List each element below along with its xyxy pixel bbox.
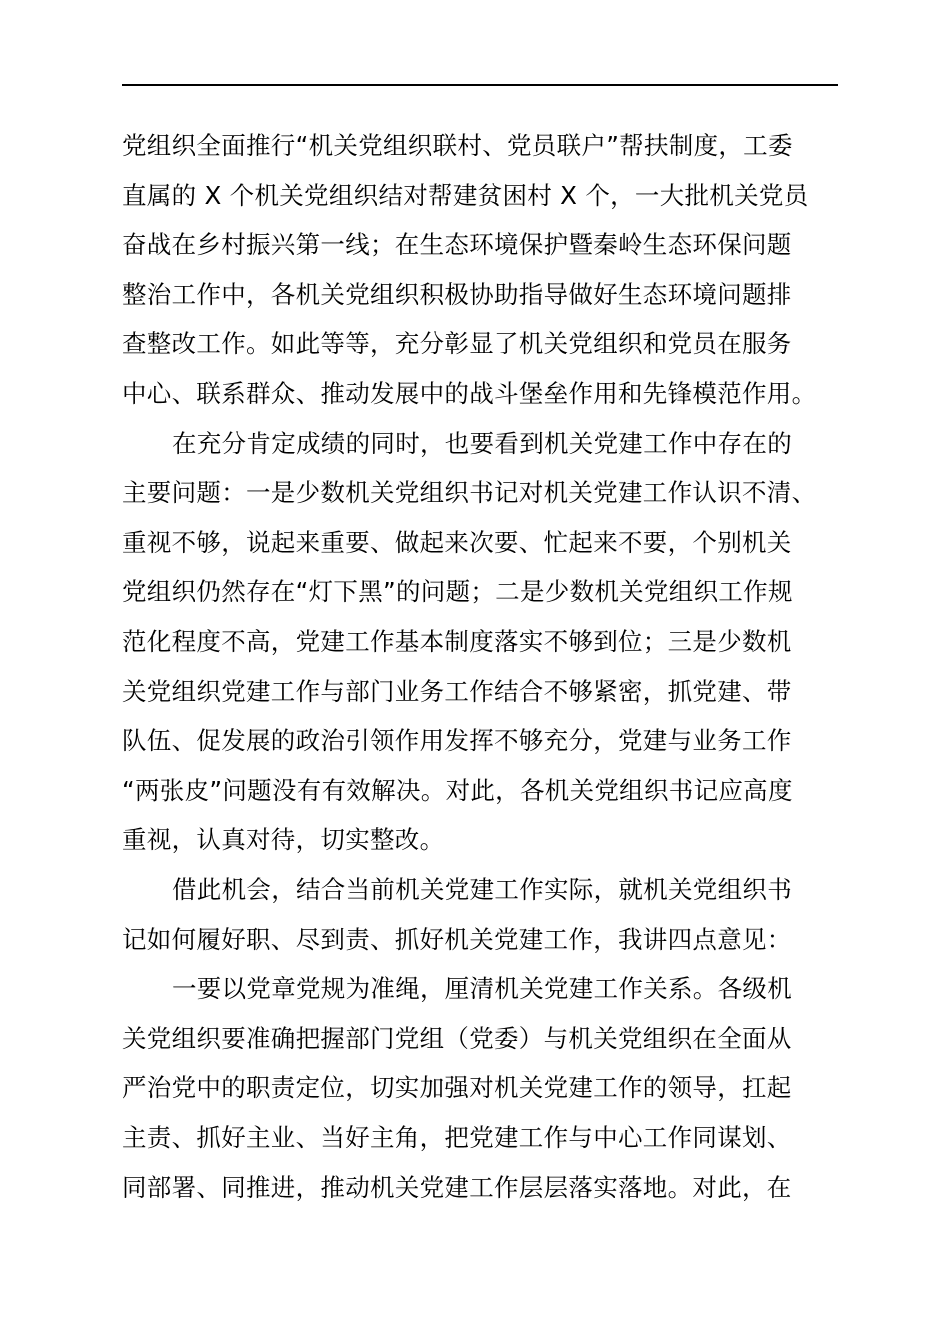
text-line: 一要以党章党规为准绳，厘清机关党建工作关系。各级机 bbox=[172, 974, 792, 1004]
text-line: 在充分肯定成绩的同时，也要看到机关党建工作中存在的 bbox=[172, 428, 792, 458]
text-line: 查整改工作。如此等等，充分彰显了机关党组织和党员在服务 bbox=[122, 329, 792, 359]
text-line: 主要问题：一是少数机关党组织书记对机关党建工作认识不清、 bbox=[122, 478, 817, 508]
text-line: 党组织仍然存在“灯下黑”的问题；二是少数机关党组织工作规 bbox=[122, 577, 793, 607]
text-line: 借此机会，结合当前机关党建工作实际，就机关党组织书 bbox=[172, 875, 792, 904]
text-line: 党组织全面推行“机关党组织联村、党员联户”帮扶制度，工委 bbox=[122, 131, 793, 160]
text-line: 重视，认真对待，切实整改。 bbox=[122, 825, 445, 855]
text-line: 同部署、同推进，推动机关党建工作层层落实落地。对此，在 bbox=[122, 1172, 792, 1202]
text-line: 关党组织要准确把握部门党组（党委）与机关党组织在全面从 bbox=[122, 1023, 792, 1053]
text-line: “两张皮”问题没有有效解决。对此，各机关党组织书记应高度 bbox=[122, 775, 793, 805]
text-line: 范化程度不高，党建工作基本制度落实不够到位；三是少数机 bbox=[122, 627, 792, 656]
text-line: 队伍、促发展的政治引领作用发挥不够充分，党建与业务工作 bbox=[122, 726, 792, 756]
text-line: 整治工作中，各机关党组织积极协助指导做好生态环境问题排 bbox=[122, 279, 792, 309]
text-line: 记如何履好职、尽到责、抓好机关党建工作，我讲四点意见： bbox=[122, 924, 792, 954]
text-line: 严治党中的职责定位，切实加强对机关党建工作的领导，扛起 bbox=[122, 1073, 792, 1103]
text-line: 中心、联系群众、推动发展中的战斗堡垒作用和先锋模范作用。 bbox=[122, 379, 817, 408]
text-line: 直属的 X 个机关党组织结对帮建贫困村 X 个，一大批机关党员 bbox=[122, 180, 809, 210]
text-line: 主责、抓好主业、当好主角，把党建工作与中心工作同谋划、 bbox=[122, 1123, 792, 1152]
header-rule bbox=[122, 84, 838, 86]
text-line: 关党组织党建工作与部门业务工作结合不够紧密，抓党建、带 bbox=[122, 676, 792, 706]
text-line: 奋战在乡村振兴第一线；在生态环境保护暨秦岭生态环保问题 bbox=[122, 230, 792, 260]
text-line: 重视不够，说起来重要、做起来次要、忙起来不要，个别机关 bbox=[122, 527, 792, 557]
